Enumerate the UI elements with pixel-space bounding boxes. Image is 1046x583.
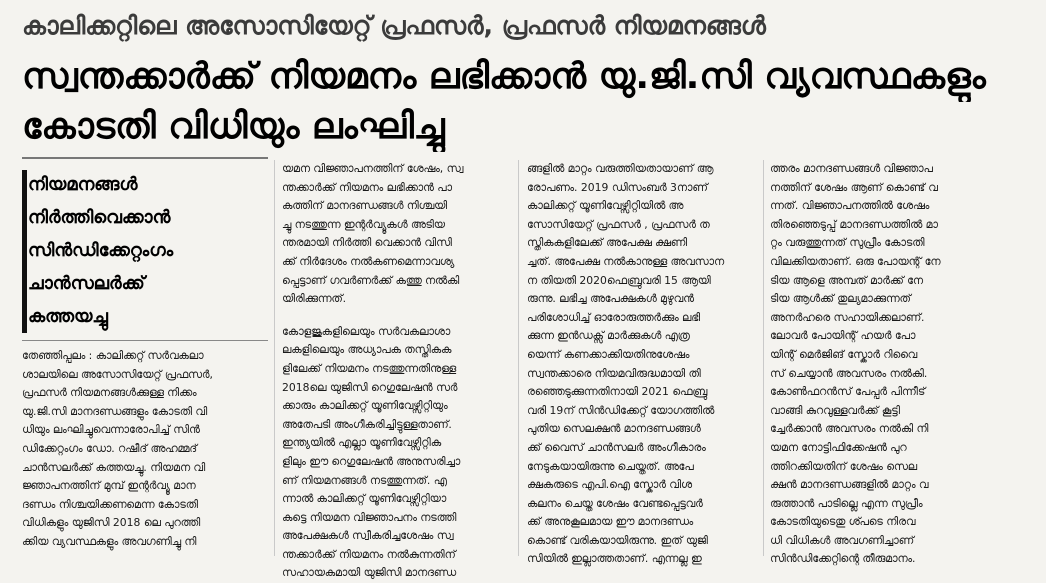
article-line: യിരിക്കുന്നത്.: [282, 292, 347, 306]
article-line: ച്ചത്. അപേക്ഷ നൽകാനുള്ള അവസാന: [527, 254, 724, 268]
article-line: വിധികളും യുജിസി 2018 ലെ പുറത്തി: [22, 516, 201, 530]
article-line: ധി വിധികൾ അവഗണിച്ചാണ്: [770, 533, 914, 547]
article-line: ണ് നിയമനങ്ങൾ നടത്തുന്നത്. എ: [282, 473, 447, 487]
article-line: കാലിക്കറ്റ് യൂണിവേഴ്സിറ്റിയിൽ അ: [527, 199, 684, 213]
article-line: 2018ലെ യുജിസി റെഗുലേഷൻ സർ: [282, 380, 458, 394]
column-rule: [274, 160, 275, 556]
article-line: യു.ജി.സി മാനദണ്ഡങ്ങളും കോടതി വി: [22, 404, 208, 418]
article-line: പരിശോധിച്ച് ഓരോരുത്തർക്കും ലഭി: [527, 310, 701, 324]
subhead: [28, 168, 273, 336]
kicker: കാലിക്കറ്റിലെ അസോസിയേറ്റ് പ്രഫസർ, പ്രഫസർ നിയമനങ്ങൾ: [22, 11, 766, 40]
article-column-3: [527, 160, 757, 569]
article-line: പുതിയ സെലക്ഷൻ മാനദണ്ഡങ്ങൾ: [527, 422, 701, 436]
article-line: വാങ്ങി കുറവുള്ളവർക്ക് കൂട്ടി: [770, 403, 900, 417]
article-line: രുന്നു. ലഭിച്ച അപേക്ഷകൾ മുഴുവൻ: [527, 292, 694, 306]
article-line: സ്തികകളിലേക്ക് അപേക്ഷ ക്ഷണി: [527, 236, 688, 250]
article-line: കത്തിന് മാനദണ്ഡങ്ങൾ നിശ്ചയി: [282, 199, 448, 213]
article-line: കോൺഫറൻസ് പേപ്പർ പിന്നീട്: [770, 385, 926, 399]
article-line: ത്തിറക്കിയതിന് ശേഷം സെല: [770, 459, 917, 473]
article-line: റ്റം വരുത്തുന്നത് സുപ്രീം കോടതി: [770, 236, 925, 250]
article-line: ന തിയതി 2020ഫെബ്രുവരി 15 ആയി: [527, 273, 711, 287]
article-column-4: [770, 160, 1032, 569]
headline-line-2: കോടതി വിധിയും ലംഘിച്ചു: [22, 106, 445, 147]
article-line: സ് ചെയ്യാൻ അവസരം നൽകി.: [770, 366, 928, 380]
article-line: വിലക്കിയതാണ്. ഒരു പോയന്റ് നേ: [770, 254, 941, 268]
article-line: രുത്താൻ പാടില്ലെ എന്ന സുപ്രീം: [770, 496, 923, 510]
article-line: ചാൻസലർക്ക് കത്തയച്ചു. നിയമന വി: [22, 460, 206, 474]
article-line: രോപണം. 2019 ഡിസംബർ 3നാണ്: [527, 180, 708, 194]
headline-line-1: സ്വന്തക്കാർക്ക് നിയമനം ലഭിക്കാൻ യു.ജി.സി വ്യവസ്ഥകളും: [22, 56, 986, 97]
article-line: കൊണ്ട് വരികയായിരുന്നു. ഇത് യുജി: [527, 533, 708, 547]
subhead-top-rule: [22, 157, 268, 159]
article-line: പ്പെട്ടാണ് ഗവർണർക്ക് കത്തു നൽകി: [282, 273, 460, 287]
article-line: ക്ക് അനുകൂലമായ ഈ മാനദണ്ഡം: [527, 515, 694, 529]
article-line: ന്തക്കാർക്ക് നിയമനം നൽകുന്നതിന്: [282, 547, 456, 561]
article-line: ഡിക്കേറ്റംഗം ഡോ. റഷീദ് അഹമ്മദ്: [22, 441, 197, 455]
article-line: ശാലയിലെ അസോസിയേറ്റ് പ്രഫസർ,: [22, 367, 213, 381]
subhead-line: നിയമനങ്ങൾ: [28, 174, 138, 195]
article-line: ച്ചു നടത്തുന്ന ഇന്റർവ്യൂകൾ അടിയ: [282, 217, 445, 231]
article-line: ന്തരമായി നിർത്തി വെക്കാൻ വിസി: [282, 236, 452, 250]
article-line: യിന്റ് മെർജിങ് സ്കോർ റിവൈ: [770, 347, 918, 361]
article-line: കലനം ചെയ്ത ശേഷം വേണ്ടപ്പെട്ടവർ: [527, 496, 703, 510]
article-line: ളിലേക്ക് നിയമനം നടത്തുന്നതിനുള്ള: [282, 361, 457, 375]
article-line: ന്നത്. വിജ്ഞാപനത്തിൽ ശേഷം: [770, 199, 930, 213]
column-rule: [763, 160, 764, 556]
article-line: യമന നോട്ടിഫിക്കേഷൻ പുറ: [770, 440, 907, 454]
article-line: ങ്ങളിൽ മാറ്റം വരുത്തിയതായാണ് ആ: [527, 162, 714, 175]
article-line: ഇന്ത്യയിൽ എല്ലാ യൂണിവേഴ്സിറ്റിക: [282, 436, 442, 450]
article-line: യമന വിജ്ഞാപനത്തിന് ശേഷം, സ്വ: [282, 162, 464, 175]
article-line: സിയിൽ ഇല്ലാത്തതാണ്. എന്നല്ല ഇ: [527, 552, 702, 566]
article-column-1: [22, 347, 268, 552]
article-line: ന്നാൽ കാലിക്കറ്റ് യൂണിവേഴ്സിറ്റിയാ: [282, 492, 447, 506]
subhead-line: സിൻഡിക്കേറ്റംഗം: [28, 240, 174, 261]
article-line: ധിയും ലംഘിച്ചുവെന്നാരോപിച്ച് സിൻ: [22, 423, 200, 437]
subhead-line: ചാൻസലർക്ക്: [28, 273, 145, 294]
article-line: ച്ചേർക്കാൻ അവസരം നൽകി നി: [770, 422, 929, 436]
article-line: ത്തരം മാനദണ്ഡങ്ങൾ വിജ്ഞാപ: [770, 162, 933, 175]
article-line: കോടതിയുടെതു ശ്പടെ നിരവ: [770, 515, 916, 529]
article-line: [282, 309, 510, 323]
article-line: ളിലും ഈ റെഗുലേഷൻ അനുസരിച്ചാ: [282, 454, 461, 468]
article-line: ദണ്ഡം നിശ്ചയിക്കണമെന്ന കോടതി: [22, 497, 198, 511]
article-line: തിരഞ്ഞെടുപ്പ് മാനദണ്ഡത്തിൽ മാ: [770, 217, 938, 231]
article-line: ലോവർ പോയിന്റ് ഹയർ പോ: [770, 329, 916, 343]
article-line: തേഞ്ഞിപ്പലം : കാലിക്കറ്റ് സർവകലാ: [22, 349, 204, 362]
article-line: പ്രഫസർ നിയമനങ്ങൾക്കുള്ള നിക്കം: [22, 386, 197, 400]
headline: [22, 52, 1032, 152]
article-line: ക്കിയ വ്യവസ്ഥകളും അവഗണിച്ചു നി: [22, 534, 197, 548]
article-line: ടിയ ആൾക്ക് തുല്യമാക്കുന്നത്: [770, 292, 911, 306]
article-line: സ്വന്തക്കാരെ നിയമവിരുദ്ധമായി തി: [527, 366, 701, 380]
article-line: ക്കാരും കാലിക്കറ്റ് യൂണിവേഴ്സിറ്റിയും: [282, 399, 448, 413]
subhead-line: കത്തയച്ചു: [28, 306, 108, 327]
article-line: അനർഹരെ സഹായിക്കലാണ്.: [770, 310, 925, 324]
article-line: രഞ്ഞെടുക്കുന്നതിനായി 2021 ഫെബ്രു: [527, 385, 708, 399]
article-line: സോസിയേറ്റ് പ്രഫസർ , പ്രഫസർ ത: [527, 217, 710, 231]
article-line: ക്ഷൻ മാനദണ്ഡങ്ങളിൽ മാറ്റം വ: [770, 478, 929, 492]
article-line: യെന്ന് കണക്കാക്കിയതിനുശേഷം: [527, 347, 690, 361]
column-rule: [518, 160, 519, 556]
article-line: കട്ടെ നിയമന വിജ്ഞാപനം നടത്തി: [282, 510, 457, 524]
article-line: ക്കുന്ന ഇൻഡക്സ് മാർക്കുകൾ എത്ര: [527, 329, 690, 343]
article-line: അപേക്ഷകൾ സ്വീകരിച്ചശേഷം സ്വ: [282, 529, 454, 543]
subhead-line: നിർത്തിവെക്കാൻ: [28, 207, 171, 228]
article-line: സഹായകമായി യുജിസി മാനദണ്ഡ: [282, 566, 456, 580]
article-line: ക്ക് നിർദേശം നൽകണമെന്നാവശ്യ: [282, 254, 455, 268]
article-line: നേടുകയായിരുന്നു ചെയ്തത്. അപേ: [527, 459, 694, 473]
article-line: ജ്ഞാപനത്തിന് മുമ്പ് ഇന്റർവ്യൂ മാന: [22, 479, 196, 493]
article-line: ക്ക് വൈസ് ചാൻസലർ അംഗീകാരം: [527, 440, 706, 454]
article-line: അതേപടി അംഗീകരിച്ചിട്ടുള്ളതാണ്.: [282, 417, 452, 431]
article-line: ടിയ ആളെ അമ്പത് മാർക്ക് നേ: [770, 273, 923, 287]
article-line: ലകളിലെയും അധ്യാപക തസ്തികക: [282, 343, 452, 357]
subhead-bottom-rule: [22, 340, 268, 341]
article-column-2: [282, 160, 510, 583]
article-line: വരി 19ന് സിൻഡിക്കേറ്റ് യോഗത്തിൽ: [527, 403, 715, 417]
article-line: കോളജുകളിലെയും സർവകലാശാ: [282, 324, 451, 338]
article-line: സിൻഡിക്കേറ്റിന്റെ തീരുമാനം.: [770, 552, 916, 566]
subhead-bar: [22, 170, 27, 333]
article-line: നത്തിന് ശേഷം ആണ് കൊണ്ട് വ: [770, 180, 938, 194]
article-line: ന്തക്കാർക്ക് നിയമനം ലഭിക്കാൻ പാ: [282, 180, 452, 194]
article-line: ക്ഷകരുടെ എപി.ഐ സ്കോർ വിശ: [527, 478, 692, 492]
